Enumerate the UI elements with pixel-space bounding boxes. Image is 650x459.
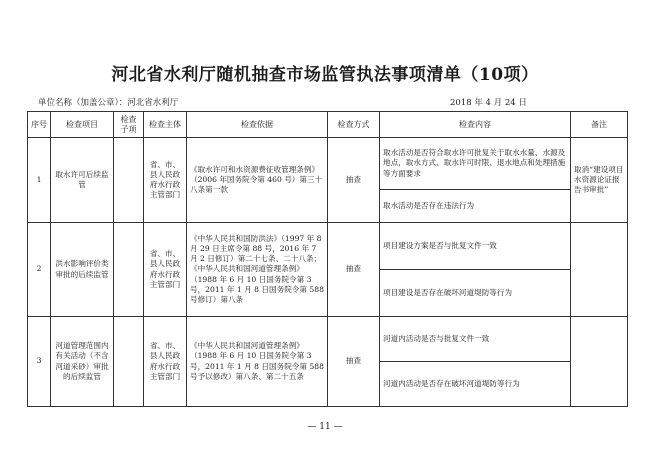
page-number: — 11 —: [307, 422, 343, 432]
row-sub: [114, 138, 144, 223]
row-content: 取水活动是否符合取水许可批复关于取水水量、水源及地点，取水方式、取水许可时限、退水地点和处理措施等方面要求: [380, 138, 571, 190]
table-row: [28, 223, 628, 270]
row-subject: 省、市、县人民政府水行政主管部门: [144, 138, 187, 223]
row-sub: [114, 317, 144, 407]
table-header-row: [28, 112, 628, 138]
unit-label: 单位名称（加盖公章）：河北省水利厅: [38, 98, 179, 108]
row-content: 河道内活动是否与批复文件一致: [380, 317, 571, 362]
row-basis: 《取水许可和水资源费征收管理条例》（2006 年国务院令第 460 号）第三十八条第一款: [187, 138, 328, 223]
header-sub: 检查子项: [114, 112, 144, 138]
row-method: 抽查: [328, 138, 380, 223]
header-note: 备注: [571, 112, 628, 138]
row-seq: 1: [28, 138, 51, 223]
inspection-table: [27, 111, 628, 407]
row-method: 抽查: [328, 223, 380, 317]
row-content: 河道内活动是否存在破坏河道堤防等行为: [380, 362, 571, 407]
document-date: 2018 年 4 月 24 日: [450, 98, 527, 108]
row-item: 取水许可后续监管: [51, 138, 114, 223]
row-content: 项目建设是否存在破坏河道堤防等行为: [380, 270, 571, 317]
row-basis: 《中华人民共和国防洪法》（1997 年 8 月 29 日主席令第 88 号，2016 年 7 月 2 日修订）第二十七条、二十八条；《中华人民共和国河道管理条例》（1988 年 6 月 10 日国务院令第 3 号，2011 年 1 月 8 日国务院令第 588 号修订）第八条: [187, 223, 328, 317]
row-sub: [114, 223, 144, 317]
document-title: 河北省水利厅随机抽查市场监管执法事项清单（10项）: [111, 65, 539, 85]
row-subject: 省、市、县人民政府水行政主管部门: [144, 317, 187, 407]
row-seq: 2: [28, 223, 51, 317]
row-subject: 省、市、县人民政府水行政主管部门: [144, 223, 187, 317]
row-item: 洪水影响评价类审批的后续监管: [51, 223, 114, 317]
header-basis: 检查依据: [187, 112, 328, 138]
row-content: 取水活动是否存在违法行为: [380, 190, 571, 223]
header-content: 检查内容: [380, 112, 571, 138]
row-basis: 《中华人民共和国河道管理条例》（1988 年 6 月 10 日国务院令第 3 号，2011 年 1 月 8 日国务院令第 588 号予以修改）第八条、第二十五条: [187, 317, 328, 407]
header-item: 检查项目: [51, 112, 114, 138]
header-seq: 序号: [28, 112, 51, 138]
row-item: 河道管理范围内有关活动（不含河道采砂）审批的后续监管: [51, 317, 114, 407]
row-note: [571, 223, 628, 317]
row-seq: 3: [28, 317, 51, 407]
row-method: 抽查: [328, 317, 380, 407]
table-row: [28, 138, 628, 190]
row-note: 取消“建设项目水资源论证报告书审批”: [571, 138, 628, 223]
row-content: 项目建设方案是否与批复文件一致: [380, 223, 571, 270]
row-note: [571, 317, 628, 407]
header-subject: 检查主体: [144, 112, 187, 138]
table-row: [28, 317, 628, 362]
header-method: 检查方式: [328, 112, 380, 138]
